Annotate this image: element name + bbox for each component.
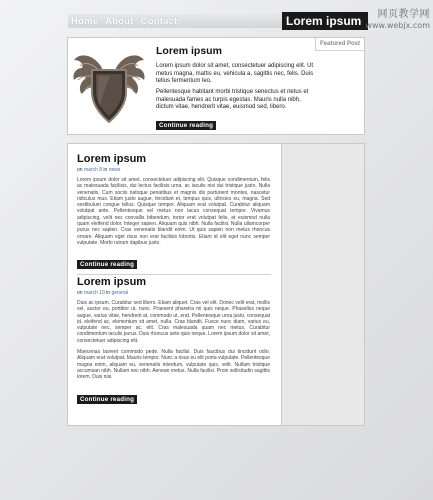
continue-reading-button[interactable]: Continue reading (77, 395, 137, 404)
post-date-link[interactable]: march 10 (83, 290, 105, 296)
post-divider (77, 274, 271, 275)
main-content (67, 143, 365, 426)
post-title: Lorem ipsum (77, 153, 147, 165)
watermark (352, 9, 433, 33)
featured-post-box (67, 37, 365, 135)
featured-continue-reading-button[interactable]: Continue reading (156, 121, 216, 130)
post-title: Lorem ipsum (77, 276, 147, 288)
sidebar (281, 144, 364, 425)
nav-contact-link[interactable]: Contact (140, 15, 178, 27)
post-meta-mid: in (103, 167, 108, 173)
blog-post (77, 153, 270, 270)
post-meta-prefix: on (77, 167, 83, 173)
post-category-link[interactable]: news (108, 167, 121, 173)
post-body: Duis ac ipsum. Curabitur sed libero. Etiam aliquet. Cras vel elit. Donec velit erat, mollis vel, auctor eu, porttitor ut, nunc. Praesent pharetra mi quis neque. Phasellus neque augue, varius vitae, hendrerit at, commodo ut, erat. Pellentesque urna justo, consequat id, eleifend ac, elementum sit amet, nulla. Cras blandit. Fusce nunc diam, varius eu, vulputate nec, semper ac, elit. Cras malesuada quam nec metus. Curabitur condimentum iaculis purus. Duis rhoncus ante quis neque. Lorem ipsum dolor sit amet, consectetuer adipiscing elit. (77, 300, 270, 344)
post-meta (77, 290, 270, 296)
post-meta-mid: in (106, 290, 111, 296)
watermark-line1: 网页教学网 (377, 9, 430, 20)
post-category-link[interactable]: general (111, 290, 129, 296)
featured-post-paragraph-2: Pellentesque habitant morbi tristique senectus et netus et malesuada fames ac turpis egestas. Mauris nulla nibh, dictum vitae, hendrerit vitae, euismod sed, libero. (156, 89, 309, 110)
post-meta-prefix: on (77, 290, 83, 296)
nav-about-link[interactable]: About (105, 15, 134, 27)
nav-home-link[interactable]: Home (71, 15, 99, 27)
featured-post-title: Lorem ipsum (156, 45, 222, 57)
blog-post (77, 276, 270, 405)
post-date-link[interactable]: march 8 (83, 167, 103, 173)
post-body: Maecenas laoreet commodo pede. Nulla facilisi. Duis faucibus dui tincidunt odio. Aliquam erat volutpat. Mauris tempor. Nunc a risus eu elit porta vulputate. Pellentesque magna enim, aliquam eu, venenatis interdum, vulputate quis, velit. Nullam tristique accumsan nibh. Nullam nec nibh. Aenean metus. Nulla facilisi. Proin sollicitudin sagittis lorem. Duis nisi. (77, 349, 270, 381)
continue-reading-button[interactable]: Continue reading (77, 260, 137, 269)
post-body: Lorem ipsum dolor sit amet, consectetuer adipiscing elit. Quisque condimentum, felis ac malesuada facilisis, dui lectus facilisis urna, ac iaculis nisi dui tristique justo. Nulla venenatis. Cum sociis natoque penatibus et magnis dis parturient montes, nascetur ridiculus mus. Etiam justo augue, tincidunt et, tempus quis, ultricies eu, magna. Sed vestibulum congue tellus. Quisque tempor. Aliquam erat volutpat. Curabitur aliquam volutpat ante. Pellentesque vel metus non lacus consequat tempor. Vivamus adipiscing, velit nec convallis bibendum, tortor erat volutpat felis, at euismod nulla quam eleifend dolor. Integer sapien. Aliquam quis nibh. Nulla facilisi. Nulla ullamcorper purus nec sapien. Cras venenatis blandit enim. Ut quis sapien non metus rhoncus ornare. Aliquam eget risus non erat facilisis lobortis. Etiam id elit eget nunc semper vulputate. Morbi rutrum dapibus justo. (77, 177, 270, 246)
watermark-line2: www.webjx.com (365, 21, 430, 30)
site-logo-title: Lorem ipsum (282, 12, 368, 30)
featured-post-tab[interactable]: Featured Post (315, 38, 364, 51)
winged-shield-icon (72, 50, 146, 126)
post-meta (77, 167, 270, 173)
featured-post-paragraph-1: Lorem ipsum dolor sit amet, consectetuer adipiscing elit. Ut metus magna, mattis eu, vehicula a, sagittis nec, felis. Duis tellus fermentum leo. (156, 63, 314, 84)
